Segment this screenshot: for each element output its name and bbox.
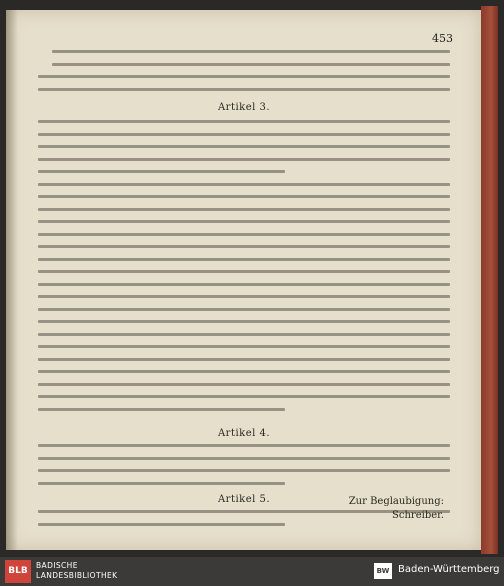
- paragraph-intro: [38, 50, 450, 100]
- state-coat-of-arms-icon: BW: [374, 563, 392, 579]
- heading-article-3: Artikel 3.: [217, 102, 271, 113]
- heading-article-4: Artikel 4.: [217, 428, 271, 439]
- heading-article-5: Artikel 5.: [217, 494, 271, 505]
- document-text-block: [38, 50, 450, 528]
- signature-line-1: Zur Beglaubigung:: [348, 496, 444, 507]
- library-name: [36, 561, 117, 581]
- page-number: 453: [432, 32, 453, 45]
- footer-bar: [0, 557, 504, 586]
- library-name-line-1: BADISCHE: [36, 561, 78, 570]
- paragraph-article-3: [38, 120, 450, 420]
- signature-line-2: Schreiber.: [392, 510, 444, 521]
- state-name[interactable]: Baden-Württemberg: [398, 564, 500, 575]
- page-binding-shadow: [6, 10, 18, 550]
- paragraph-article-4: [38, 444, 450, 494]
- document-page: [6, 10, 481, 550]
- blb-logo[interactable]: BLB: [5, 560, 31, 583]
- book-cover-edge: [481, 6, 498, 554]
- library-name-line-2: LANDESBIBLIOTHEK: [36, 571, 118, 580]
